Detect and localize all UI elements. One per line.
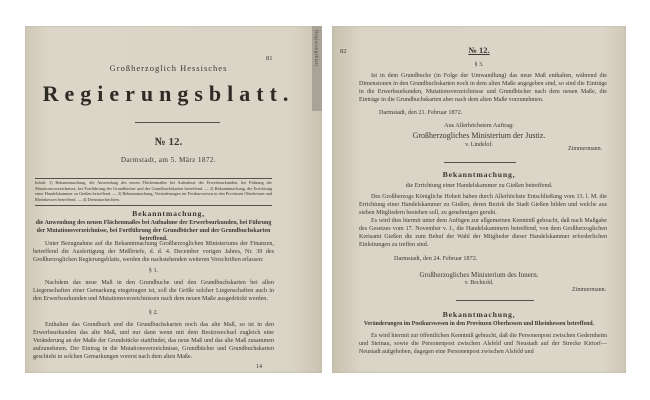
notice-3-heading: Bekanntmachung,: [442, 310, 516, 319]
page-number: 81: [266, 55, 273, 62]
signer-1: v. Lindelof.: [465, 142, 493, 148]
section-2-text: Enthalten das Grundbuch und die Grundbuchskarten noch das alte Maß, so ist in den Erwerbsurkunden das alte Maß, und nur dann wenn mit dem Besitzwechsel zugleich eine Veränderung an der Maße der Grundstücke stattfindet, das neue Maß und das alte Maß zusammen aufzunehmen. Der Eintrag in die Mutationsverzeichnisse, Grundbücher und Grundbuchskarten geschieht in solchen Gemarkungen vorerst nach dem alten Maße.: [33, 322, 274, 361]
left-page: [25, 26, 322, 373]
intro-paragraph: Unter Bezugnahme auf die Bekanntmachung Großherzoglichen Ministeriums der Finanzen, betreffend die Ausfertigung der Meßbriefe, d. d. 4. December vorigen Jahres, Nr. 39 des Großherzoglichen Regierungsblatts, werden die nachstehenden weiteren Vorschriften erlassen:: [33, 241, 274, 264]
sheet-number: 14: [256, 364, 262, 370]
contents: Inhalt: 1) Bekanntmachung, die Anwendung des neuen Flächenmaßes bei Aufnahme der Erwerbsurkunden, bei Führung der Mutationsverzeichnisse, bei Fortführung der Grundbücher und der Grundbuchskarten betreffend. — 2) Bekanntmachung, die Errichtung einer Handelskammer zu Gießen betreffend. — 3) Bekanntmachung, Veränderungen im Postkurswesen in den Provinzen Oberhessen und Rheinhessen betreffend. — 4) Dienstnachrichten.: [35, 180, 272, 202]
section-3-text: Ist in dem Grundbuche (in Folge der Umwandlung) das neue Maß enthalten, während die Dimensionen in den Grundbuchskarten noch in dem alten Maße angegeben sind, so sind die Einträge in die Erwerbsurkunden, Mutationsverzeichnisse und Grundbücher nach dem neuen Maße, die Einträge in die Grundbuchskarten aber nach dem alten Maße vorzunehmen.: [359, 73, 607, 104]
notice-3-paragraph-1: Es wird hiermit zur öffentlichen Kenntniß gebracht, daß die Personenpost zwischen Gedernheim und Steinau, sowie die Personenpost zwischen Alsfeld und Neustadt auf der Strecke Kirtorf—Neustadt aufgehoben, dagegen eine Personenpost zwischen Alsfeld und: [359, 333, 607, 356]
notice-heading: Bekanntmachung,: [132, 209, 205, 218]
dateline: Darmstadt, am 5. März 1872.: [120, 156, 217, 164]
ministry-justice: Großherzogliches Ministerium der Justiz.: [412, 131, 546, 140]
date-1: Darmstadt, den 21. Februar 1872.: [379, 109, 463, 116]
contents-bottom-rule: [35, 205, 272, 206]
issue-number: № 12.: [468, 45, 490, 55]
signer-2: v. Bechtold.: [464, 280, 494, 286]
page-number: 82: [340, 48, 347, 55]
side-tab: [312, 26, 322, 111]
section-1-text: Nachdem das neue Maß in den Grundbuche und den Grundbuchskarten bei allen Liegenschaften einer Gemarkung eingetragen ist, soll die Größe solcher Liegenschaften auch in den Erwerbsurkunden und Mutationsverzeichnissen nach dem neuen Maße ausgedrückt werden.: [33, 280, 274, 303]
notice-3-subject: Veränderungen im Postkurswesen in den Provinzen Oberhessen und Rheinhessen betreffend.: [363, 321, 595, 327]
masthead-top: Großherzoglich Hessisches: [109, 63, 228, 73]
contents-top-rule: [35, 178, 272, 179]
divider: [444, 162, 516, 163]
section-1-label: § 1.: [148, 267, 159, 274]
issue-number: № 12.: [154, 136, 183, 148]
date-2: Darmstadt, den 24. Februar 1872.: [394, 255, 478, 262]
divider: [135, 122, 220, 123]
notice-2-subject: die Errichtung einer Handelskammer zu Gießen betreffend.: [405, 182, 553, 189]
notice-2-paragraph-2: Es wird dies hiermit unter dem Anfügen zur allgemeinen Kenntniß gebracht, daß nach Maßgabe des Gesetzes vom 17. November v. J., die Handelskammern betreffend, von dem Großherzoglichen Kreisamt Gießen die zum Behuf der Wahl der Mitglieder dieser Handelskammer erforderlichen Einleitungen zu treffen sind.: [359, 218, 607, 249]
notice-subject: die Anwendung des neuen Flächenmaßes bei Aufnahme der Erwerbsurkunden, bei Führung der Mutationsverzeichnisse, bei Fortführung der Grundbücher und der Grundbuchskarten betreffend.: [35, 220, 272, 242]
notice-2-paragraph-1: Des Großherzogs Königliche Hoheit haben durch Allerhöchste Entschließung vom 13. l. M. die Errichtung einer Handelskammer zu Gießen, deren Bezirk die Stadt Gießen bilden und welche aus sieben Mitgliedern bestehen soll, zu genehmigen geruht.: [359, 194, 607, 217]
divider: [456, 300, 534, 301]
side-tab-label: Regierungsblatt: [313, 30, 318, 67]
right-page: [332, 26, 626, 373]
authority-line: Aus Allerhöchstem Auftrag:: [444, 122, 514, 129]
clerk-1: Zimmermann.: [568, 146, 603, 152]
ministry-interior: Großherzogliches Ministerium des Innern.: [419, 271, 539, 279]
masthead-title: Regierungsblatt.: [42, 81, 295, 106]
clerk-2: Zimmermann.: [572, 287, 607, 293]
section-3-label: § 3.: [474, 62, 484, 68]
notice-2-heading: Bekanntmachung,: [442, 170, 516, 179]
section-2-label: § 2.: [148, 309, 159, 316]
